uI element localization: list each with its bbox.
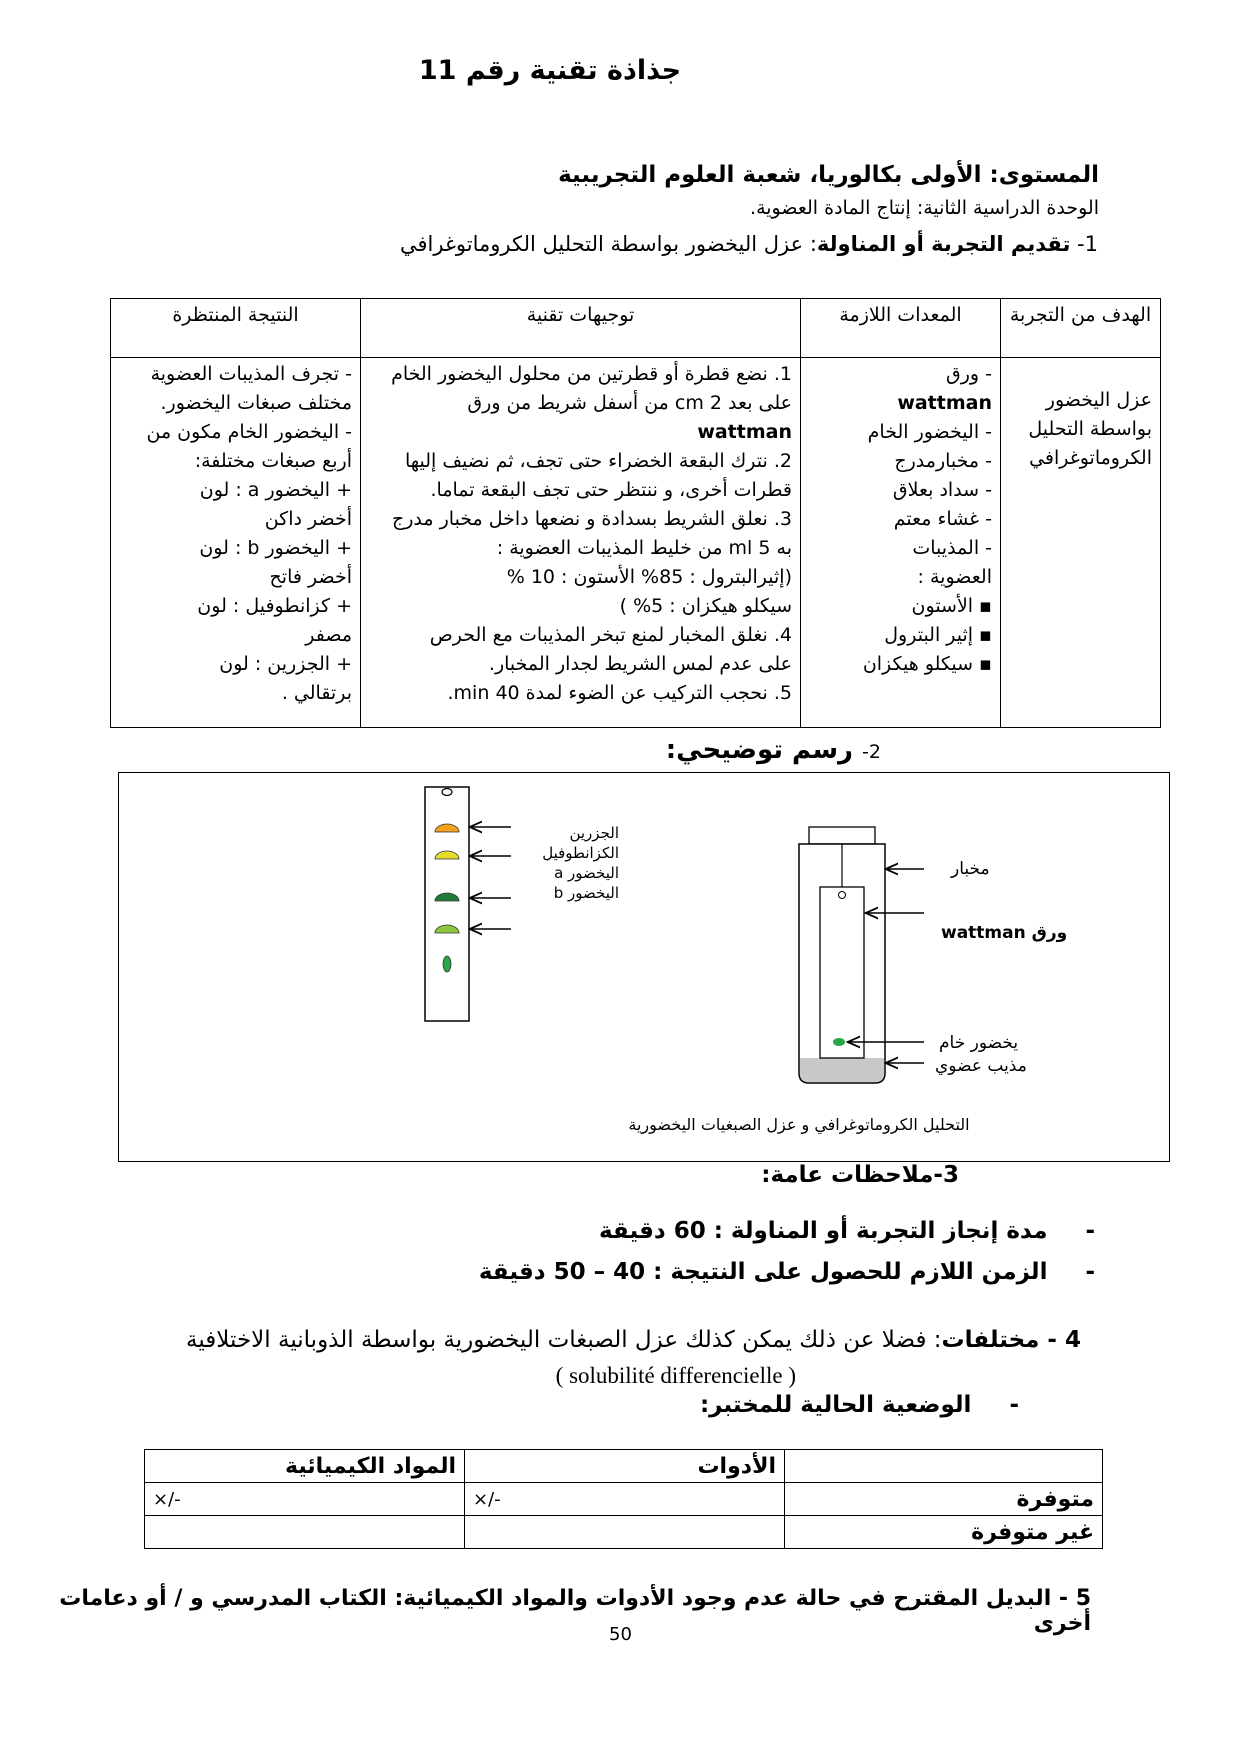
chromatography-diagram: [119, 773, 1169, 1161]
section4-paragraph: [81, 1322, 1081, 1394]
result-line: - اليخضور الخام مكون من: [146, 421, 352, 443]
note-duration-text: مدة إنجاز التجربة أو المناولة : 60 دقيقة: [598, 1218, 1048, 1244]
status-row-unavailable: غير متوفرة: [785, 1516, 1103, 1549]
result-line: + اليخضور a : لون: [199, 479, 352, 501]
status-header-empty: [785, 1450, 1103, 1483]
header-equipment: المعدات اللازمة: [801, 299, 1001, 358]
crude-spot-strip: [443, 956, 451, 972]
strip-labels: [499, 823, 619, 903]
instruction-line: 1. نضع قطرة أو قطرتين من محلول اليخضور الخام: [391, 363, 792, 385]
status-unavailable-tools: [465, 1516, 785, 1549]
section1-label: تقديم التجربة أو المناولة: [816, 232, 1071, 256]
equipment-item: العضوية :: [917, 566, 992, 588]
equipment-item: - غشاء معتم: [893, 508, 992, 530]
instruction-line: على عدم لمس الشريط لجدار المخبار.: [488, 653, 792, 675]
label-chlorophyll-a: اليخضور a: [554, 864, 619, 882]
figure-caption: التحليل الكروماتوغرافي و عزل الصبغيات اليخضورية: [628, 1115, 970, 1134]
instruction-line: سيكلو هيكزان : 5% ): [619, 595, 792, 617]
status-header-tools: الأدوات: [465, 1450, 785, 1483]
section2-number: 2-: [862, 741, 881, 763]
label-crude: يخضور خام: [939, 1033, 1019, 1053]
wattman-paper-in-cylinder: [820, 887, 864, 1058]
result-line: أخضر داكن: [264, 508, 352, 530]
section2-heading: [666, 735, 881, 765]
goal-text: عزل اليخضور بواسطة التحليل الكروماتوغرافي: [1028, 389, 1152, 469]
equipment-item: wattman: [897, 392, 992, 414]
note-time-text: الزمن اللازم للحصول على النتيجة : 40 – 50 دقيقة: [478, 1259, 1048, 1285]
label-chlorophyll-b: اليخضور b: [553, 884, 619, 902]
instructions-cell: [361, 358, 801, 728]
equipment-cell: [801, 358, 1001, 728]
lab-status-heading: -الوضعية الحالية للمختبر:: [699, 1392, 1019, 1418]
status-available-tools: ×/-: [465, 1483, 785, 1516]
instruction-line: على بعد 2 cm من أسفل شريط من ورق: [467, 392, 792, 414]
section2-label: رسم توضيحي:: [665, 735, 853, 765]
instruction-line: wattman: [697, 421, 792, 443]
level-line: المستوى: الأولى بكالوريا، شعبة العلوم التجريبية: [558, 162, 1099, 188]
section3-heading: 3-ملاحظات عامة:: [761, 1162, 959, 1188]
status-header-chemicals: المواد الكيميائية: [145, 1450, 465, 1483]
goal-cell: [1001, 358, 1161, 728]
header-instructions: توجيهات تقنية: [361, 299, 801, 358]
lab-status-text: الوضعية الحالية للمختبر:: [699, 1392, 972, 1418]
section1-number: 1-: [1077, 232, 1098, 256]
illustration-box: [118, 772, 1170, 1162]
header-goal: الهدف من التجربة: [1001, 299, 1161, 358]
lab-status-table: [144, 1449, 1103, 1549]
result-line: + اليخضور b : لون: [199, 537, 352, 559]
instruction-line: 4. نغلق المخبار لمنع تبخر المذيبات مع الحرص: [429, 624, 792, 646]
status-row-available: متوفرة: [785, 1483, 1103, 1516]
label-paper: ورق wattman: [941, 923, 1068, 943]
experiment-table: [110, 298, 1161, 728]
results-cell: [111, 358, 361, 728]
instruction-line: به 5 ml من خليط المذيبات العضوية :: [496, 537, 792, 559]
instruction-line: 5. نحجب التركيب عن الضوء لمدة 40 min.: [447, 682, 792, 704]
result-line: برتقالي .: [281, 682, 352, 704]
result-line: أخضر فاتح: [269, 566, 352, 588]
equipment-item: ▪ سيكلو هيكزان: [862, 653, 992, 675]
label-cylinder: مخبار: [951, 859, 990, 879]
equipment-item: - سداد بعلاق: [892, 479, 992, 501]
section5-alternative: 5 - البديل المقترح في حالة عدم وجود الأدوات والمواد الكيميائية: الكتاب المدرسي و / أو دعامات أخرى: [59, 1586, 1091, 1636]
instruction-line: (إثيرالبترول : 85% الأستون : 10 %: [506, 566, 792, 588]
page-number: 50: [609, 1624, 632, 1645]
section1-heading: [400, 232, 1098, 256]
result-line: + كزانطوفيل : لون: [197, 595, 352, 617]
section1-text: : عزل اليخضور بواسطة التحليل الكروماتوغرافي: [399, 232, 817, 256]
result-line: + الجزرين : لون: [219, 653, 352, 675]
equipment-item: ▪ إثير البترول: [884, 624, 992, 646]
equipment-item: - المذيبات: [912, 537, 992, 559]
equipment-item: - ورق: [946, 363, 992, 385]
section4-french: ( solubilité differencielle ): [555, 1363, 796, 1388]
equipment-item: - اليخضور الخام: [867, 421, 992, 443]
label-solvent: مذيب عضوي: [935, 1056, 1027, 1076]
result-line: مصفر: [305, 624, 352, 646]
section4-text: : فضلا عن ذلك يمكن كذلك عزل الصبغات اليخضورية بواسطة الذوبانية الاختلافية: [186, 1327, 942, 1353]
note-duration: -مدة إنجاز التجربة أو المناولة : 60 دقيقة: [598, 1218, 1095, 1244]
strip-hole: [442, 789, 452, 796]
result-line: أربع صبغات مختلفة:: [194, 450, 352, 472]
section4-label: 4 - مختلفات: [941, 1327, 1081, 1353]
label-xanthophyll: الكزانطوفيل: [542, 844, 619, 862]
crude-spot-cylinder: [833, 1038, 845, 1046]
equipment-item: ▪ الأستون: [911, 595, 992, 617]
page-title: جذاذة تقنية رقم 11: [418, 55, 682, 86]
note-time: -الزمن اللازم للحصول على النتيجة : 40 – 50 دقيقة: [478, 1259, 1095, 1285]
unit-line: الوحدة الدراسية الثانية: إنتاج المادة العضوية.: [750, 197, 1099, 219]
status-available-chemicals: ×/-: [145, 1483, 465, 1516]
equipment-item: - مخبارمدرج: [894, 450, 992, 472]
instruction-line: 3. نعلق الشريط بسدادة و نضعها داخل مخبار مدرج: [391, 508, 792, 530]
organic-solvent: [800, 1058, 884, 1082]
header-results: النتيجة المنتظرة: [111, 299, 361, 358]
result-line: مختلف صبغات اليخضور.: [160, 392, 352, 414]
instruction-line: قطرات أخرى، و ننتظر حتى تجف البقعة تماما.: [430, 479, 792, 501]
instruction-line: 2. نترك البقعة الخضراء حتى تجف، ثم نضيف إليها: [404, 450, 792, 472]
status-unavailable-chemicals: [145, 1516, 465, 1549]
paper-strip: [425, 787, 469, 1021]
cylinder-stopper: [809, 827, 875, 844]
result-line: - تجرف المذيبات العضوية: [150, 363, 352, 385]
label-carotene: الجزرين: [569, 824, 619, 842]
